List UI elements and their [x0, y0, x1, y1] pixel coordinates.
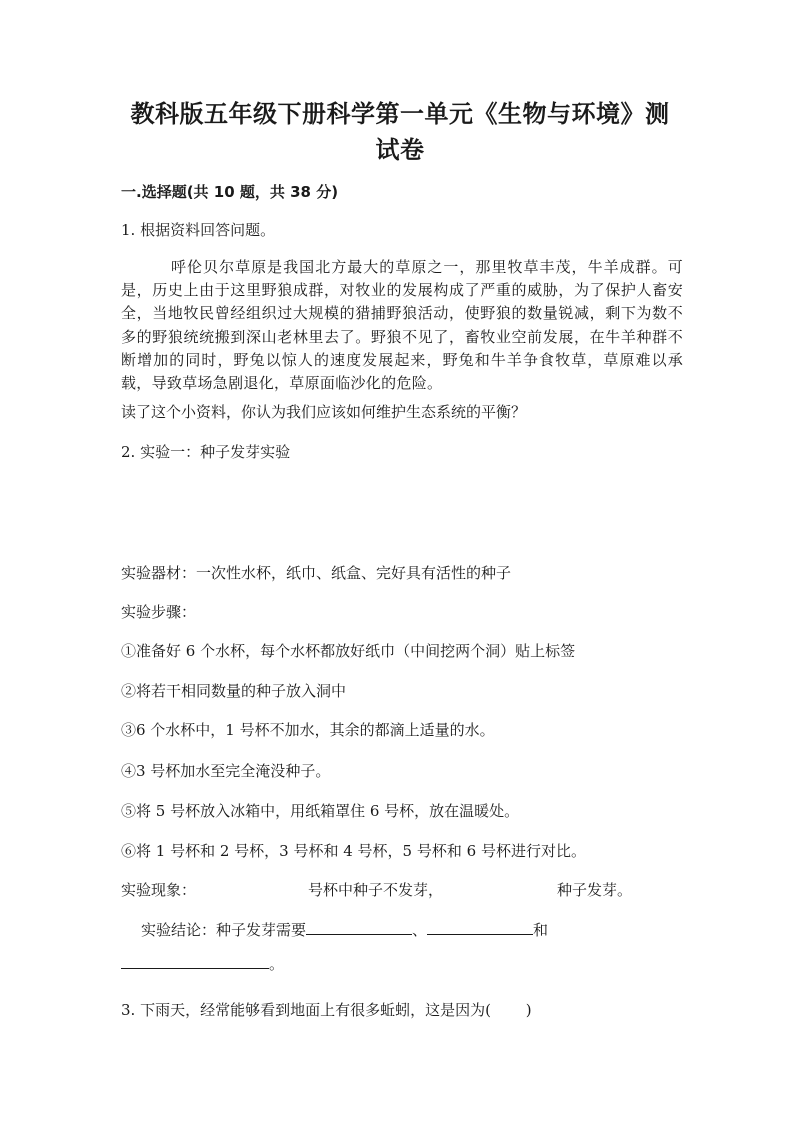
- question-1-passage: 呼伦贝尔草原是我国北方最大的草原之一，那里牧草丰茂，牛羊成群。可是，历史上由于这里野狼成群，对牧业的发展构成了严重的威胁，为了保护人畜安全，当地牧民曾经组织过大规模的猎捕野狼活动，使野狼的数量锐减，剩下为数不多的野狼统统搬到深山老林里去了。野狼不见了，畜牧业空前发展，在牛羊种群不断增加的同时，野兔以惊人的速度发展起来，野兔和牛羊争食牧草，草原难以承载，导致草场急剧退化，草原面临沙化的危险。: [121, 258, 683, 393]
- question-2-step-2: ②将若干相同数量的种子放入洞中: [121, 682, 347, 700]
- conclusion-end: 。: [269, 955, 285, 973]
- question-2-materials: 实验器材：一次性水杯，纸巾、纸盒、完好具有活性的种子: [121, 564, 512, 582]
- question-1-question: 读了这个小资料，你认为我们应该如何维护生态系统的平衡？: [121, 403, 527, 421]
- conclusion-label: 实验结论：种子发芽需要: [141, 921, 307, 939]
- conclusion-blank-3[interactable]: [121, 952, 269, 969]
- question-2-prompt: 2. 实验一：种子发芽实验: [121, 443, 291, 461]
- question-2-conclusion-continued: [121, 952, 284, 976]
- exam-title: [100, 96, 700, 168]
- question-2-step-5: ⑤将 5 号杯放入冰箱中，用纸箱罩住 6 号杯，放在温暖处。: [121, 802, 520, 820]
- question-2-step-6: ⑥将 1 号杯和 2 号杯，3 号杯和 4 号杯，5 号杯和 6 号杯进行对比。: [121, 842, 586, 860]
- phenomenon-label: 实验现象：: [121, 881, 197, 899]
- phenomenon-end: 种子发芽。: [557, 881, 633, 899]
- question-2-step-3: ③6 个水杯中，1 号杯不加水，其余的都滴上适量的水。: [121, 721, 495, 739]
- section-heading-choice: 一.选择题(共 10 题，共 38 分): [121, 183, 339, 201]
- title-line-2: 试卷: [375, 136, 425, 164]
- conclusion-and: 和: [533, 921, 549, 939]
- conclusion-separator: 、: [412, 921, 428, 939]
- question-1-prompt: 1. 根据资料回答问题。: [121, 221, 276, 239]
- question-2-phenomenon: [121, 878, 632, 902]
- question-2-conclusion: [141, 918, 548, 942]
- conclusion-blank-2[interactable]: [427, 918, 533, 935]
- conclusion-blank-1[interactable]: [306, 918, 412, 935]
- title-line-1: 教科版五年级下册科学第一单元《生物与环境》测: [130, 100, 670, 128]
- question-2-step-4: ④3 号杯加水至完全淹没种子。: [121, 762, 331, 780]
- question-2-step-1: ①准备好 6 个水杯，每个水杯都放好纸巾（中间挖两个洞）贴上标签: [121, 642, 576, 660]
- question-2-steps-label: 实验步骤：: [121, 603, 197, 621]
- question-3-prompt: 3. 下雨天，经常能够看到地面上有很多蚯蚓，这是因为( ): [121, 1001, 532, 1019]
- phenomenon-middle: 号杯中种子不发芽，: [308, 881, 444, 899]
